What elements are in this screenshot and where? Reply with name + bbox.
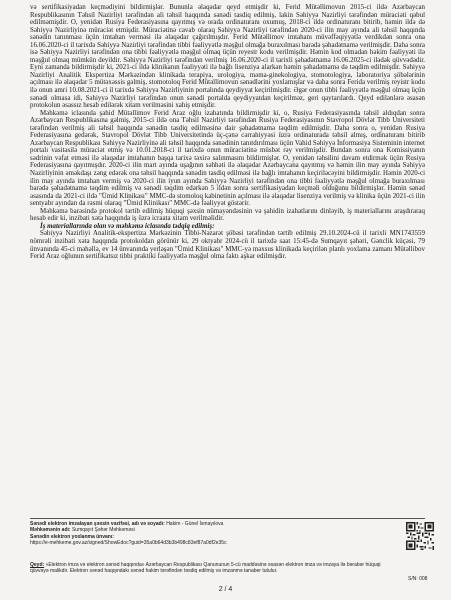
signer-label: Sənədi elektron imzalayan şəxsin vəzifəsi, adı və soyadı: [30, 521, 165, 527]
legal-notice [30, 562, 390, 574]
paragraph-4: Səhiyyə Nazirliyi Analitik-ekspertiza Mərkəzinin Tibbi-Nəzarət şöbəsi tərəfindən tərtib edilmiş 29.10.2024-cü il tarixli MN1743559 nömrəli inzibati xəta haqqında protokoldan görünür ki, 29 oktyabr 2024-cü il tarixdə saat 15:45-də Sumqayıt şəhəri, Gənclik küçəsi, 79 ünvanında 45-ci məhəllə, ev 14 ünvanında yerləşən "Ümid Klinikası" MMC-yə məxsus klinikada keçirilən planlı yoxlama zamanı Mütəllibov Ferid Araz oğlunun sertifikatsız tibbi praktiki fəaliyyətlə məşğul olma faktı aşkar edilmişdir. [30, 230, 425, 261]
verify-url[interactable]: https://e-mehkeme.gov.az/signed/ShowEdoc?guid=35a0b64d3b3b498c83ef87a0df2e35c [30, 540, 227, 547]
verify-label: Sənədin elektron yoxlanma ünvanı: [30, 533, 114, 540]
notice-text: «Elektron imza və elektron sənəd haqqında» Azərbaycan Respublikası Qanununun 5-cü maddəsinə əsasən elektron imza və imzaya ilə bərabər hüquqi qüvvəyə malikdir. Elektron sənəd haqqındakı sənəd hakim tərəfindən təsdiq edilmiş və imzanmə tanaber tutulur. [30, 562, 381, 574]
signer-value: Hakim - Günel İsmayılova [166, 521, 224, 527]
qr-code-icon [406, 522, 434, 550]
notice-label: Qeyd: [30, 562, 45, 568]
signature-footer [30, 521, 360, 547]
paragraph-2: Məhkəmə iclasında şahid Mütəllimov Ferid Araz oğlu izahatında bildirmişdir ki, o, Rusiya Federasiyasında təhsil aldıqdan sonra Azərbaycan Respublikasına gəlmiş, 2015-ci ildə ona Təhsil Nazirliyi tərəfindən Rusiya Federasiyasının Stavropol Dövlət Tibb Universiteti tərəfindən verilmiş ali təhsil haqqında sənədin tasdiq edilməsinə dair şəhadətnamə təqdim edilmişdir. Daha sonra o, yenidən Rusiya Federasiyasına gedərək, Stavropol Dövlət Tibb Universitetində üç-çənə cərrahiyyəsi üzrə ordinaturada təhsil almış, ordinaturanı bitirib Azərbaycan Respublikası Səhiyyə Nazirliyinə ali təhsil haqqında sənədinin tanıtdırılması üçün Vahid Səhiyyə İnformasiya Sisteminin internet portalı vasitəsilə müraciət etmiş və 10.01.2018-ci il tarixdə onun müraciətinə müsbət rəy verilmişdir. Bundan sonra ona Komissiyanın sədrinin vəfat etməsi ilə əlaqədar imtahanın başqa tarixə təxirə salınmasını bildirmişlər. O, yenidən təhsilini davam etdirmək üçün Rusiya Federasiyasına qayıtmışdır. 2020-ci ilin mart ayında uşağının səhhəti ilə əlaqədar Azərbaycana qayıtmış və həmin ilin may ayında Səhiyyə Nazirliyinin əməkdaşı zəng edərək ona təhsil haqqında sənədin tasdiq edilməsi ilə bağlı imtahanın keçiriləcəyini bildirmişdir. Həmin 2020-ci ilin may ayında imtahan vermiş və 2020-ci ilin iyun ayında Səhiyyə Nazirliyi tərəfindən ona tibbi fəaliyyətlə məşğul olmağa buraxılması barədə şəhadətnamə təqdim edilmiş və sənədi təqdim edərkən 5 ildən sonra sertifikasiyadan keçməli olduğunu bildirmişlər. Həmin sənəd əsasında da 2021-ci ildə "Ümid Klinikası" MMC-də stomoloq kabinetinin açılması ilə əlaqədar lisenziya verilmiş və klinika üçün 2021-ci ilin sentyabr ayından da rəsmi olaraq "Ümid Klinikası" MMC-də fəaliyyət göstərir. [30, 109, 425, 208]
footer-divider [30, 518, 425, 519]
document-body [30, 4, 425, 261]
document-number: S/N: 008 [408, 576, 428, 582]
page-number: 2 / 4 [218, 586, 233, 593]
court-label: Məhkəmənin adı: [30, 527, 71, 534]
paragraph-3: Məhkəmə barəsində protokol tərtib edilmiş hüquqi şəxsin nümayəndəsinin və şahidin izahatlarını dinləyib, iş materiallarını araşdıraraq hesab edir ki, inzibati xəta haqqında iş üzrə icraata xitam verilməlidir. [30, 207, 425, 223]
section-title: İş materiallarında olan və məhkəmə iclasında tədqiq edilmiş: [40, 222, 215, 230]
court-value: Sumqayıt Şəhər Məhkəməsi [71, 527, 135, 534]
paragraph-1: və sertifikasiyadan keçmədiyini bildirmişlər. Bununla əlaqədar qeyd etmişdir ki, Ferid Mütəllimovun 2015-ci ildə Azərbaycan Respublikasının Təhsil Nazirliyi tərəfindən ali təhsil haqqında sənədi tasdiq edilmiş, lakin Səhiyyə Nazirliyi tərəfindən müraciəti qəbul edilməmişdir. O, yenidən Rusiya Federasiyasına qayıtmış və orada ordinaturanı oxumuş, 2018-ci ildə ordinaturanı bitirib, həmin ildə də Səhiyyə Nazirliyinə müraciət etmişdir. Müraciətinə cavab olaraq Səhiyyə Nazirliyi tərəfindən 2020-ci ilin may ayında ali təhsil haqqında sənədin tanınması üçün imtahan verməsi ilə əlaqədar çağırılmışdır. Ferid Mütəllimov imtahanı müvəffəqiyyətlə verdikdən sonra ona 16.06.2020-ci il tarixdə Səhiyyə Nazirliyi tərəfindən tibbi fəaliyyətlə məşğul olmağa buraxılması barədə şəhadətnamə verilmişdir. Daha sonra isə Səhiyyə Nazirliyi tərəfindən ona tibbi fəaliyyətlə məşğul olmaq üçün reyestr kodu verilmişdir. Həmin kod olmadan həkim fəaliyyəti ilə məşğul olmaq mümkün deyildir. Səhiyyə Nazirliyi tərəfindən verilmiş 16.06.2020-ci il tarixli şəhadətnamə 16.06.2025-ci ilədək qüvvədədir. Eyni zamanda bildirmişdir ki, 2021-ci ildə klinikanın fəaliyyəti ilə bağlı lisenziya alarkən həmin şəhadətnamə də təqdim edilmişdir. Səhiyyə Nazirliyi Analitik Ekspertiza Mərkəzindən klinikada terapiya, urologiya, məma-ginekologiya, stomotologiya, laboratoriya şöbələrinin açılması ilə əlaqədar 5 mütəxəssis gəlmiş, stomotoloq Ferid Mütəllimovun sənədlərini yoxlamışlar və daha sonra Ferida verilmiş reyistr kodu ilə onun amri 10.08.2021-ci il tarixdə Səhiyyə Nazirliyinin portalında qeydiyyat keçirilmişdir. Əgər onun tibbi fəaliyyətlə məşğul olmaq üçün sənədi olmasa idi, Səhiyyə Nazirliyi tərəfindən onun sənədi portalda qeydiyyatdan keçirilməz, geri qaytarılardı. Qeyd edilənlərə əsasən protokolun əsassız hesab edilərək xitam verilməsini xahiş etmişdir. [30, 4, 425, 110]
